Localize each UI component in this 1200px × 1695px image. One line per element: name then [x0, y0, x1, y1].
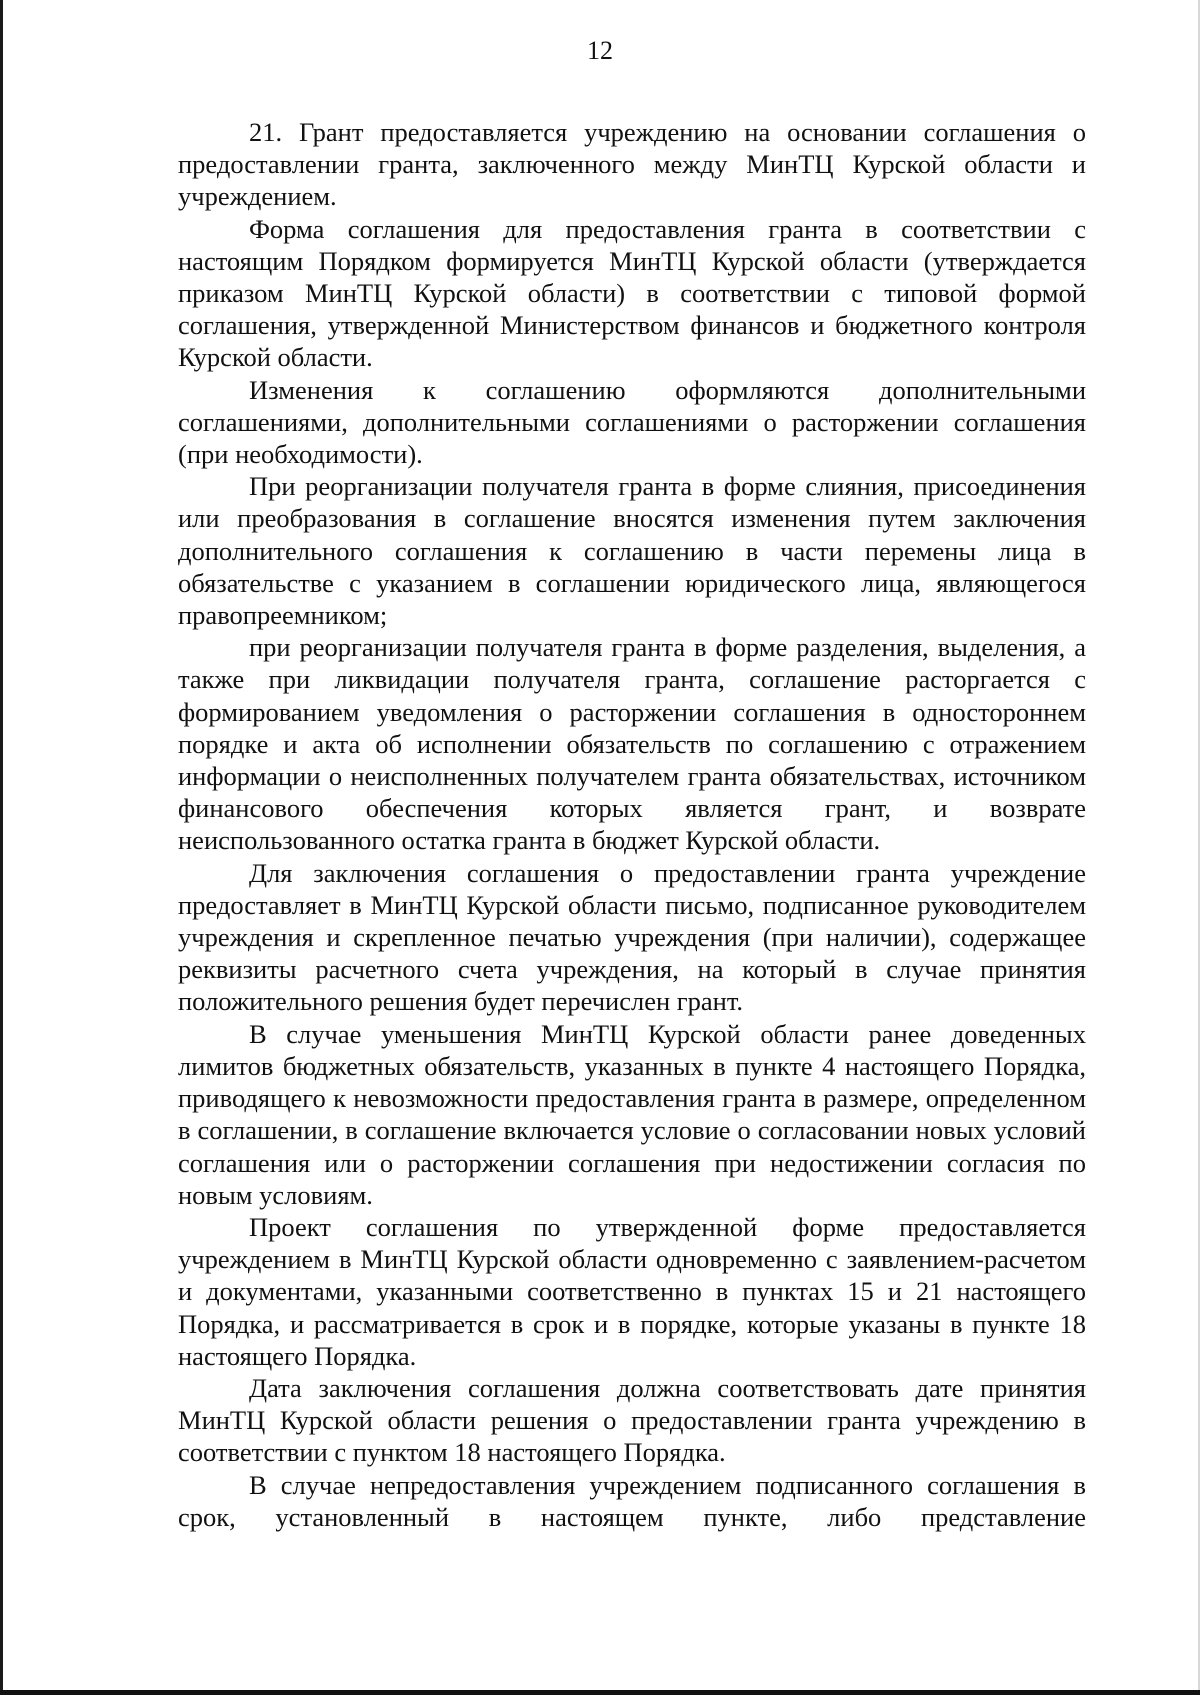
- paragraph-agreement-changes: Изменения к соглашению оформляются дополнительными соглашениями, дополнительными соглашениями о расторжении соглашения (при необходимости).: [178, 374, 1086, 470]
- paragraph-grant-basis: 21. Грант предоставляется учреждению на основании соглашения о предоставлении гранта, заключенного между МинТЦ Курской области и учреждением.: [178, 117, 1086, 212]
- paragraph-reorganization-division: при реорганизации получателя гранта в форме разделения, выделения, а также при ликвидации получателя гранта, соглашение расторгается с формированием уведомления о расторжении соглашения в одностороннем порядке и акта об исполнении обязательств по соглашению с отражением информации о неисполненных получателем гранта обязательствах, источником финансового обеспечения которых является грант, и возврате неиспользованного остатка гранта в бюджет Курской области.: [178, 632, 1086, 856]
- paragraph-reorganization-merger: При реорганизации получателя гранта в форме слияния, присоединения или преобразования в соглашение вносятся изменения путем заключения дополнительного соглашения к соглашению в части перемены лица в обязательстве с указанием в соглашении юридического лица, являющегося правопреемником;: [178, 471, 1086, 631]
- paragraph-draft-agreement: Проект соглашения по утвержденной форме предоставляется учреждением в МинТЦ Курской области одновременно с заявлением-расчетом и документами, указанными соответственно в пунктах 15 и 21 настоящего Порядка, и рассматривается в срок и в порядке, которые указаны в пункте 18 настоящего Порядка.: [178, 1211, 1086, 1371]
- scan-edge-left: [0, 0, 3, 1695]
- paragraph-non-submission: В случае непредоставления учреждением подписанного соглашения в срок, установленный в настоящем пункте, либо представление: [178, 1469, 1086, 1532]
- paragraph-conclusion-date: Дата заключения соглашения должна соответствовать дате принятия МинТЦ Курской области решения о предоставлении гранта учреждению в соответствии с пунктом 18 настоящего Порядка.: [178, 1372, 1086, 1468]
- page-number: 12: [587, 36, 613, 65]
- paragraph-application-letter: Для заключения соглашения о предоставлении гранта учреждение предоставляет в МинТЦ Курской области письмо, подписанное руководителем учреждения и скрепленное печатью учреждения (при наличии), содержащее реквизиты расчетного счета учреждения, на который в случае принятия положительного решения будет перечислен грант.: [178, 857, 1086, 1017]
- paragraph-agreement-form: Форма соглашения для предоставления гранта в соответствии с настоящим Порядком формируется МинТЦ Курской области (утверждается приказом МинТЦ Курской области) в соответствии с типовой формой соглашения, утвержденной Министерством финансов и бюджетного контроля Курской области.: [178, 213, 1086, 373]
- document-body: [178, 116, 1086, 1533]
- scan-edge-bottom: [0, 1690, 1200, 1695]
- paragraph-limit-reduction: В случае уменьшения МинТЦ Курской области ранее доведенных лимитов бюджетных обязательств, указанных в пункте 4 настоящего Порядка, приводящего к невозможности предоставления гранта в размере, определенном в соглашении, в соглашение включается условие о согласовании новых условий соглашения или о расторжении соглашения при недостижении согласия по новым условиям.: [178, 1018, 1086, 1210]
